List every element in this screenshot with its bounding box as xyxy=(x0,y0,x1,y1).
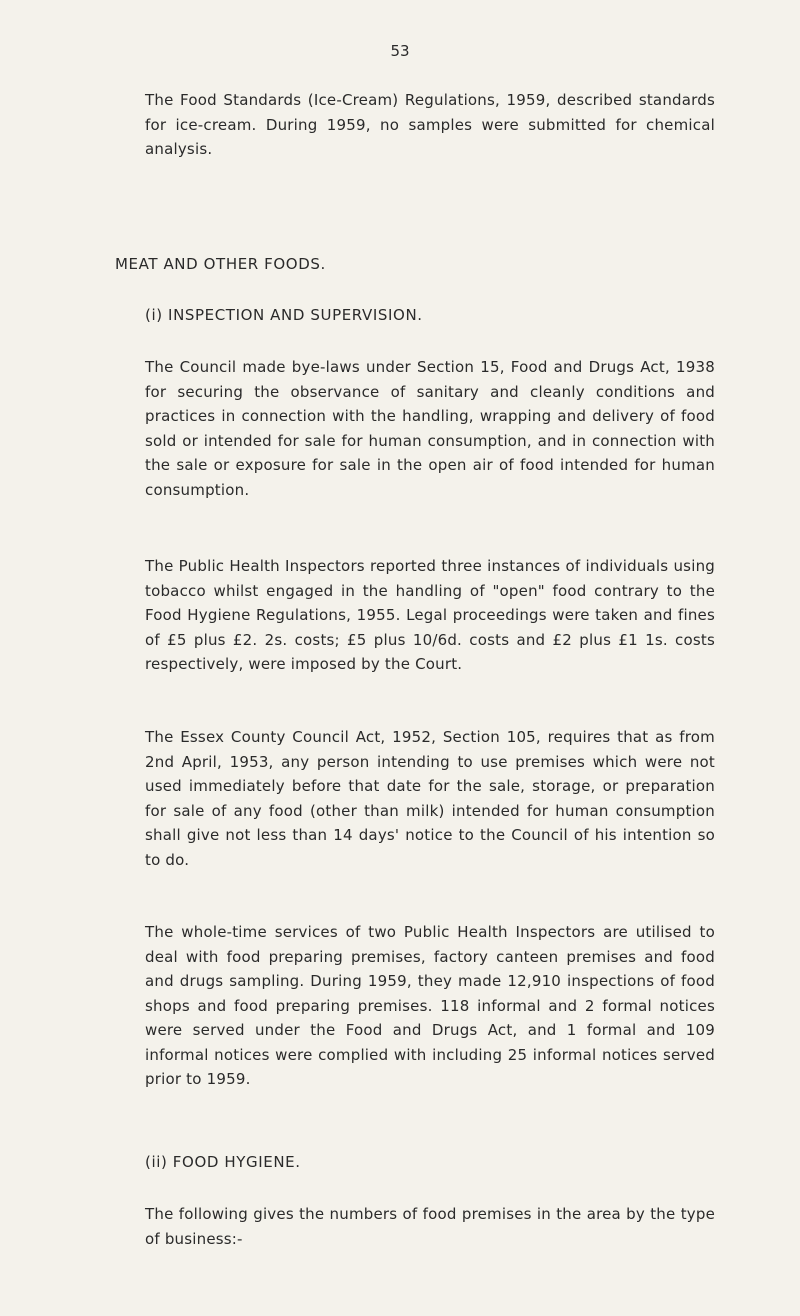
paragraph-inspectors-text: The whole-time services of two Public Health Inspectors are utilised to deal with food preparing premises, factory canteen premises and food and drugs sampling. During 1959, they made 12,910 inspections of food shops and food preparing premises. 118 informal and 2 formal notices were served under the Food and Drugs Act, and 1 formal and 109 informal notices were complied with including 25 informal notices served prior to 1959. xyxy=(145,923,715,1088)
paragraph-essex-act xyxy=(115,725,715,872)
subsection-heading-inspection: (i) INSPECTION AND SUPERVISION. xyxy=(145,306,423,324)
paragraph-food-premises xyxy=(115,1202,715,1251)
section-heading: MEAT AND OTHER FOODS. xyxy=(115,255,326,273)
paragraph-inspectors xyxy=(115,920,715,1092)
paragraph-essex-act-text: The Essex County Council Act, 1952, Section 105, requires that as from 2nd April, 1953, any person intending to use premises which were not used immediately before that date for the sale, storage, or preparation for sale of any food (other than milk) intended for human consumption shall give not less than 14 days' notice to the Council of his intention so to do. xyxy=(145,728,715,869)
paragraph-tobacco-instances-text: The Public Health Inspectors reported three instances of individuals using tobacco whilst engaged in the handling of "open" food contrary to the Food Hygiene Regulations, 1955. Legal proceedings were taken and fines of £5 plus £2. 2s. costs; £5 plus 10/6d. costs and £2 plus £1 1s. costs respectively, were imposed by the Court. xyxy=(145,557,715,673)
paragraph-tobacco-instances xyxy=(115,554,715,677)
intro-paragraph xyxy=(115,88,715,162)
paragraph-bye-laws-text: The Council made bye-laws under Section 15, Food and Drugs Act, 1938 for securing the observance of sanitary and cleanly conditions and practices in connection with the handling, wrapping and delivery of food sold or intended for sale for human consumption, and in connection with the sale or exposure for sale in the open air of food intended for human consumption. xyxy=(145,358,715,499)
page-number: 53 xyxy=(390,42,410,60)
subsection-heading-food-hygiene: (ii) FOOD HYGIENE. xyxy=(145,1153,301,1171)
paragraph-food-premises-text: The following gives the numbers of food premises in the area by the type of business:- xyxy=(145,1205,715,1248)
intro-paragraph-text: The Food Standards (Ice-Cream) Regulations, 1959, described standards for ice-cream. During 1959, no samples were submitted for chemical analysis. xyxy=(145,91,715,158)
paragraph-bye-laws xyxy=(115,355,715,502)
